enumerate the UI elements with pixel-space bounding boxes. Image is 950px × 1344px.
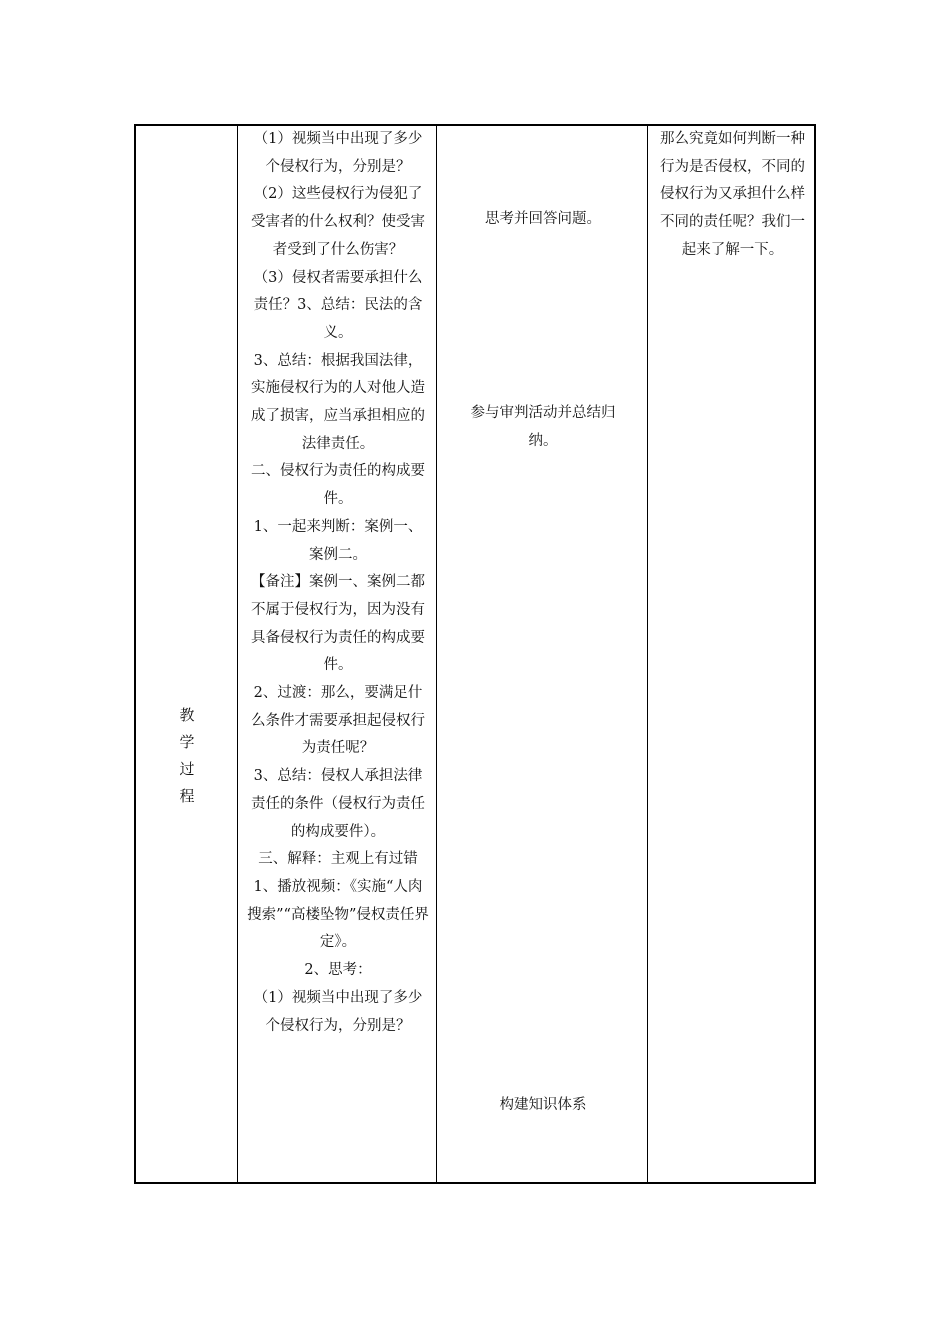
design-intent-text: 那么究竟如何判断一种行为是否侵权，不同的侵权行为又承担什么样不同的责任呢？我们一起来了解一下。	[660, 131, 805, 258]
teacher-paragraph: 三、解释：主观上有过错	[258, 851, 418, 868]
teacher-paragraph: 3、总结：侵权人承担法律责任的条件（侵权行为责任的构成要件）。	[251, 768, 425, 840]
teacher-paragraph: 1、播放视频：《实施“人肉搜索”“高楼坠物”侵权责任界定》。	[247, 878, 429, 951]
row-label-cell	[136, 126, 238, 1182]
teacher-paragraph: （1）视频当中出现了多少个侵权行为，分别是？	[253, 131, 423, 175]
row-label-char: 学	[179, 733, 195, 751]
teacher-paragraph: 1、一起来判断：案例一、案例二。	[253, 518, 423, 563]
teacher-paragraph: （2）这些侵权行为侵犯了受害者的什么权利？使受害者受到了什么伤害？	[251, 186, 425, 258]
student-think: 思考并回答问题。	[485, 211, 601, 227]
teacher-paragraph: 3、总结：根据我国法律，实施侵权行为的人对他人造成了损害，应当承担相应的法律责任。	[251, 352, 425, 452]
teacher-activity-cell	[239, 126, 437, 1182]
lesson-table	[134, 124, 816, 1184]
teacher-paragraph: 【备注】案例一、案例二都不属于侵权行为，因为没有具备侵权行为责任的构成要件。	[251, 574, 425, 674]
teacher-paragraph: 2、过渡：那么，要满足什么条件才需要承担起侵权行为责任呢？	[251, 685, 425, 757]
row-label-char: 教	[179, 706, 195, 724]
design-intent-cell	[649, 126, 816, 1182]
row-label	[136, 702, 238, 810]
row-label-char: 程	[179, 787, 195, 805]
teacher-paragraph: 2、思考：	[304, 962, 372, 979]
teacher-paragraph: （3）侵权者需要承担什么责任？3、总结：民法的含义。	[253, 269, 423, 341]
student-activity-cell	[438, 126, 648, 1182]
teacher-paragraph: （1）视频当中出现了多少个侵权行为，分别是？	[253, 989, 423, 1034]
student-trial: 参与审判活动并总结归纳。	[470, 405, 616, 449]
student-build: 构建知识体系	[499, 1097, 587, 1113]
teacher-paragraph: 二、侵权行为责任的构成要件。	[251, 463, 425, 508]
row-label-char: 过	[179, 760, 195, 778]
